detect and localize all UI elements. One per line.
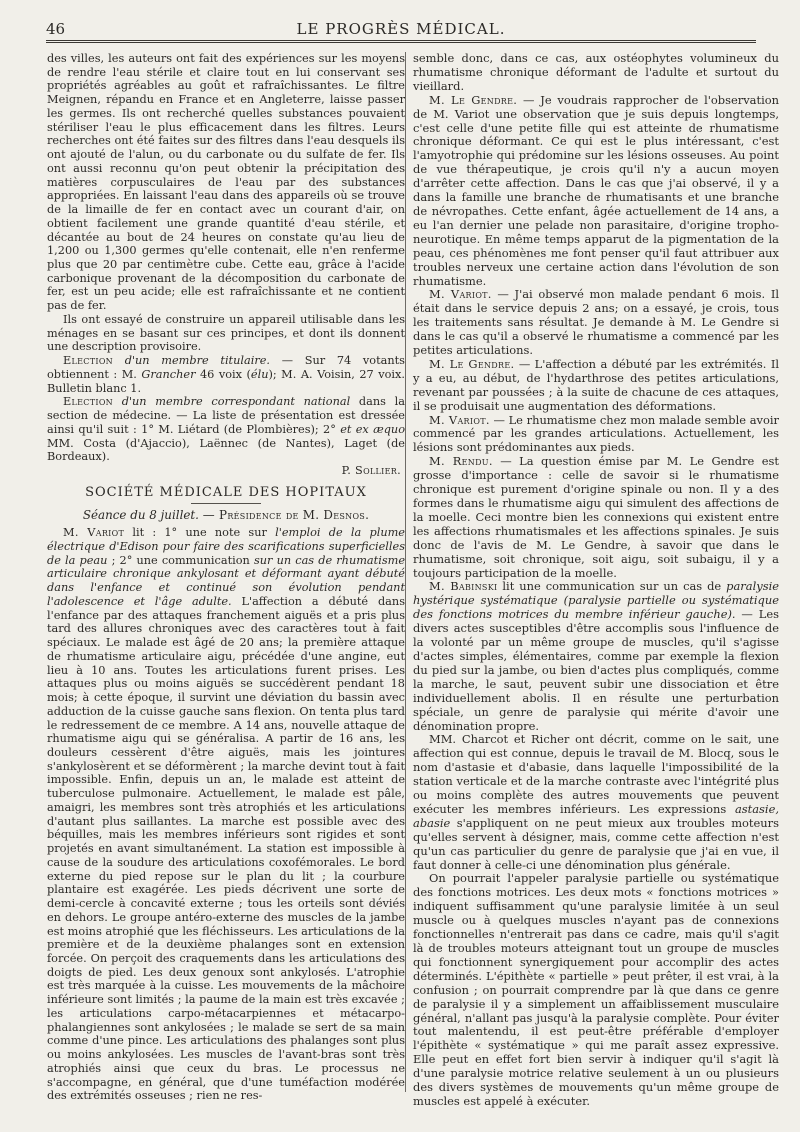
rendu-remark	[413, 455, 779, 580]
paragraph: des villes, les auteurs ont fait des expériences sur les moyens de rendre l'eau stérile et claire tout en lui conservant ses propriétés agréables au goût et rafraîchissantes. Le filtre Meignen, répandu en France et en Angleterre, laisse passer les germes. Ils ont recherché quelles substances pouvaient stériliser l'eau le plus efficacement dans les filtres. Leurs recherches ont été faites sur des filtres dans l'eau desquels ils ont ajouté de l'alun, ou du carbonate ou du sulfate de fer. Ils ont aussi reconnu qu'on peut obtenir la précipitation des matières corpusculaires de l'eau par des substances appropriées. En laissant l'eau dans des appareils où se trouve de la limaille de fer en contact avec un courant d'air, on obtient facilement une grande quantité d'eau stérile, et décantée au bout de 24 heures on constate qu'au lieu de 1,200 ou 1,300 germes qu'elle contenait, elle n'en renferme plus que 20 par centimètre cube. Cette eau, grâce à l'acide carbonique provenant de la décomposition du carbonate de fer, est un peu acide; elle est rafraîchissante et ne contient pas de fer.	[47, 52, 405, 313]
text-run: MM. Costa (d'Ajaccio), Laënnec (de Nantes), Laget (de Bordeaux).	[47, 436, 405, 464]
speaker: M. Variot.	[429, 287, 492, 302]
text-run: lit : 1° une note sur	[124, 526, 276, 540]
title-paralysie: paralysie hystérique systématique (paralysie partielle ou systématique des fonctions motrices du membre inférieur gauche).	[413, 579, 779, 622]
speaker: M. Babinski	[429, 579, 498, 594]
text-run: — La question émise par M. Le Gendre est grosse d'importance : celle de savoir si le rhumatisme chronique est purement d'origine spinale ou non. Il y a des formes dans le rhumatisme aigu qui simulent des affections de la moelle. Ceci montre bien les connexions qui existent entre les affections rhumatismales et les affections spinales. Je suis donc de l'avis de M. Le Gendre, à savoir que dans le rhumatisme, soit chronique, soit aigu, soit subaigu, il y a toujours participation de la moelle.	[413, 454, 779, 580]
name-grancher: Grancher	[141, 367, 196, 381]
paragraph: Ils ont essayé de construire un appareil utilisable dans les ménages en se basant sur ces principes, et dont ils donnent une description provisoire.	[47, 312, 405, 354]
speaker: M. Rendu.	[429, 454, 493, 469]
paragraph: On pourrait l'appeler paralysie partielle ou systématique des fonctions motrices. Les deux mots « fonctions motrices » indiquent suffisamment qu'une paralysie limitée à un seul muscle ou à quelques muscles n'ayant pas de connexions fonctionnelles n'entrerait pas dans ce cadre, mais qu'il s'agit là de troubles moteurs atteignant tout un groupe de muscles qui fonctionnent synergiquement pour accomplir des actes déterminés. L'épithète « partielle » peut prêter, il est vrai, à la confusion ; on pourrait comprendre par là que dans ce genre de paralysie il y a simplement un affaiblissement musculaire général, n'allant pas jusqu'à la paralysie complète. Pour éviter tout malentendu, il est peut-être préférable d'employer l'épithète « systématique » qui me paraît assez expressive. Elle peut en effet fort bien servir à indiquer qu'il s'agit là d'une paralysie motrice relative seulement à un ou plusieurs des divers systèmes de mouvements qu'un même groupe de muscles est appelé à exécuter.	[413, 871, 779, 1108]
text-run: — Je voudrais rapprocher de l'observation de M. Variot une observation que je suis depuis longtemps, c'est celle d'une petite fille qui est atteinte de rhumatisme chronique déformant. Ce qui est le plus intéressant, c'est l'amyotrophie qui prédomine sur les lésions osseuses. Au point de vue thérapeutique, je crois qu'il n'y a aucun moyen d'arrêter cette affection. Dans le cas que j'ai observé, il y a dans la famille une branche de rhumatisants et une branche de névropathes. Cette enfant, âgée actuellement de 14 ans, a eu l'an dernier une pelade non parasitaire, d'origine tropho-neurotique. En même temps apparut de la pigmentation de la peau, ces phénomènes me font penser qu'il faut attribuer aux troubles nerveux une certaine action dans l'évolution de son rhumatisme.	[413, 92, 779, 288]
text-run: L'affection a débuté dans l'enfance par des attaques franchement aiguës et a pris plus tard des allures chroniques avec des caractères tout à fait spéciaux. Le malade est âgé de 20 ans; la première attaque de rhumatisme articulaire aigu, précédée d'une angine, eut lieu à 10 ans. Toutes les articulations furent prises. Les attaques plus ou moins aiguës se succédèrent pendant 18 mois; à cette époque, il survint une déviation du bassin avec adduction de la cuisse gauche sans flexion. On tenta plus tard le redressement de ce membre. A 14 ans, nouvelle attaque de rhumatisme aigu qui se généralisa. A partir de 16 ans, les douleurs cessèrent d'être aiguës, mais les jointures s'ankylosèrent et se déformèrent ; la marche devint tout à fait impossible. Enfin, depuis un an, le malade est atteint de tuberculose pulmonaire. Actuellement, le malade est pâle, amaigri, les membres sont très atrophiés et les articulations d'autant plus saillantes. La marche est possible avec des béquilles, mais les membres inférieurs sont rigides et sont projetés en avant simultanément. La station est impossible à cause de la soudure des articulations coxofémorales. Le bord externe du pied repose sur le plan du lit ; la courbure plantaire est exagérée. Les pieds décrivent une sorte de demi-cercle à concavité externe ; tous les orteils sont déviés en dehors. Le groupe antéro-externe des muscles de la jambe est moins atrophié que les fléchisseurs. Les articulations de la première et de la deuxième phalanges sont en extension forcée. On perçoit des craquements dans les articulations des doigts de pied. Les deux genoux sont ankylosés. L'atrophie est très marquée à la cuisse. Les mouvements de la mâchoire inférieure sont limités ; la paume de la main est très excavée ; les articulations carpo-métacarpiennes et métacarpo-phalangiennes sont ankylosées ; le malade se sert de sa main comme d'une pince. Les articulations des phalanges sont plus ou moins ankylosées. Les muscles de l'avant-bras sont très atrophiés ainsi que ceux du bras. Le processus ne s'accompagne, en général, que d'une tuméfaction modérée des extrémités osseuses ; rien ne res-	[47, 594, 405, 1103]
speaker: M. Le Gendre.	[429, 356, 515, 371]
variot-communication	[47, 526, 405, 1103]
column-divider	[405, 52, 406, 1092]
election-label: Election	[63, 354, 113, 368]
elu: élu	[250, 367, 269, 381]
page-header	[46, 18, 756, 43]
speaker: M. Variot.	[429, 412, 490, 427]
text-run: — L'affection a débuté par les extrémités. Il y a eu, au début, de l'hydarthrose des petites articulations, revenant par poussées ; à la suite de chacune de ces attaques, il se produisait une augmentation des déformations.	[413, 356, 779, 413]
session-date: Séance du 8 juillet.	[82, 507, 199, 522]
text-run: MM. Charcot et Richer ont décrit, comme on le sait, une affection qui est connue, depuis le travail de M. Blocq, sous le nom d'astasie et d'abasie, dans laquelle l'impossibilité de la station verticale et de la marche contraste avec l'intégrité plus ou moins complète des autres mouvements que peuvent exécuter les membres inférieurs. Les expressions	[413, 732, 779, 816]
text-run: 46 voix (	[195, 367, 251, 381]
variot-reply	[413, 414, 779, 456]
text-run: ; 2° une communication	[107, 553, 254, 567]
terms-astasie-abasie: astasie, abasie	[413, 801, 779, 830]
election-titulaire	[47, 354, 405, 395]
legendre-reply	[413, 358, 779, 414]
paragraph: semble donc, dans ce cas, aux ostéophytes volumineux du rhumatisme chronique déformant de l'adulte et surtout du vieillard.	[413, 51, 779, 93]
speaker: M. Le Gendre.	[429, 92, 518, 107]
text-run: lit une communication sur un cas de	[497, 579, 727, 594]
text-run: s'appliquent on ne peut mieux aux troubles moteurs qu'elles servent à désigner, mais, comme cette affection n'est qu'un cas particulier du genre de paralysie que j'ai en vue, il faut donner à celle-ci une dénomination plus générale.	[413, 815, 779, 872]
text-run: dans la section de médecine. — La liste de présentation est dressée ainsi qu'il suit : 1° M. Liétard (de Plombières); 2°	[47, 395, 405, 436]
text-run: — Les divers actes susceptibles d'être accomplis sous l'influence de la volonté par un même groupe de muscles, qu'il s'agisse d'actes simples, élémentaires, comme par exemple la flexion du pied sur la jambe, ou bien d'actes plus compliqués, comme la marche, le saut, peuvent subir une dissociation et être individuellement abolis. Il en résulte une perturbation spéciale, un genre de paralysie qui mérite d'avoir une dénomination propre.	[413, 607, 779, 733]
charcot-paragraph	[413, 733, 779, 872]
section-title: SOCIÉTÉ MÉDICALE DES HOPITAUX	[85, 484, 367, 500]
title-emploi-plume: l'emploi de la plume électrique d'Edison pour faire des scarifications superficielles de la peau	[47, 526, 405, 567]
session-line	[47, 509, 405, 523]
signature: P. Sollier.	[341, 464, 401, 478]
election-label: Election	[63, 395, 113, 409]
text-run: — Le rhumatisme chez mon malade semble avoir commencé par les grandes articulations. Actuellement, les lésions sont prédominantes aux pieds.	[413, 412, 779, 455]
text-run: — Sur 74 votants obtiennent : M.	[47, 354, 405, 381]
title-rhumatisme: sur un cas de rhumatisme articulaire chronique ankylosant et déformant ayant débuté dans l'enfance et continué son évolution pendant l'adolescence et l'âge adulte.	[47, 553, 406, 608]
ex-aequo: et ex æquo	[340, 422, 406, 436]
right-column	[413, 52, 779, 1109]
page-number: 46	[46, 20, 66, 38]
election-title: d'un membre correspondant national	[121, 395, 351, 409]
legendre-remark	[413, 94, 779, 289]
election-correspondant	[47, 395, 405, 464]
election-title: d'un membre titulaire.	[124, 354, 271, 368]
text-run: ); M. A. Voisin, 27 voix. Bulletin blanc 1.	[47, 367, 405, 395]
babinski-communication	[413, 580, 779, 733]
running-title: LE PROGRÈS MÉDICAL.	[296, 20, 506, 38]
variot-reply	[413, 288, 779, 358]
text-run: — J'ai observé mon malade pendant 6 mois. Il était dans le service depuis 2 ans; on a essayé, je crois, tous les traitements sans résultat. Je demande à M. Le Gendre si dans le cas qu'il a observé le rhumatisme a commencé par les petites articulations.	[413, 287, 779, 358]
left-column	[47, 52, 405, 1103]
section-rule	[191, 503, 261, 504]
speaker: M. Variot	[63, 526, 125, 540]
session-presidency: — Présidence de M. Desnos.	[202, 507, 370, 522]
